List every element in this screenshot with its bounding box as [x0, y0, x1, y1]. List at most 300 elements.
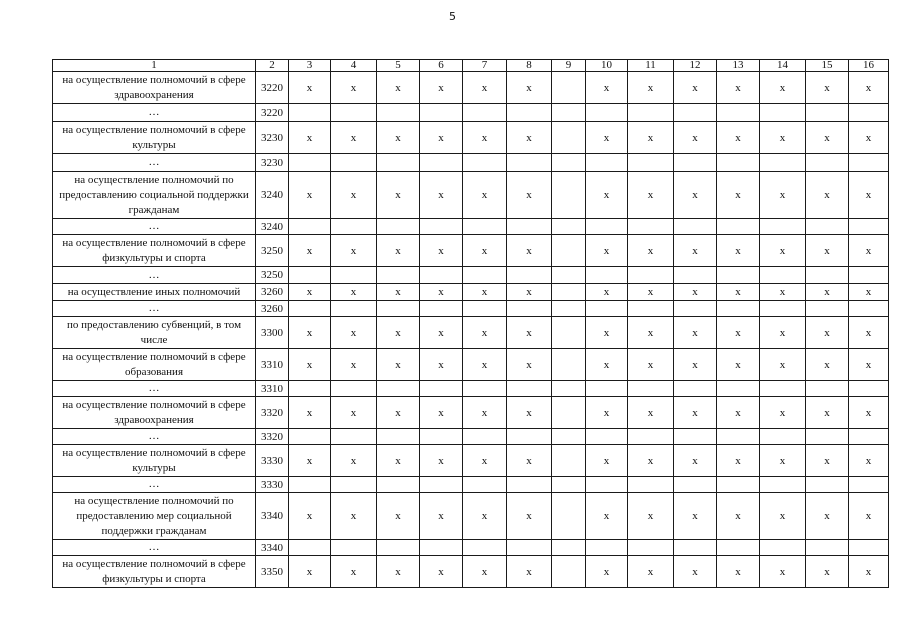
column-header: 2	[256, 60, 289, 72]
cell-mark: x	[289, 235, 331, 267]
cell-mark	[331, 219, 377, 235]
cell-mark: x	[806, 397, 849, 429]
row-label: …	[53, 381, 256, 397]
cell-mark: x	[420, 445, 463, 477]
cell-mark: x	[331, 556, 377, 588]
cell-mark	[717, 301, 760, 317]
column-header: 12	[674, 60, 717, 72]
cell-mark: x	[806, 317, 849, 349]
cell-mark	[507, 267, 552, 284]
row-code: 3250	[256, 235, 289, 267]
cell-mark	[507, 104, 552, 122]
cell-mark	[806, 219, 849, 235]
cell-mark: x	[717, 349, 760, 381]
cell-mark: x	[760, 397, 806, 429]
row-label: на осуществление полномочий по предоставлению мер социальной поддержки гражданам	[53, 493, 256, 540]
cell-mark	[628, 219, 674, 235]
cell-mark	[463, 477, 507, 493]
cell-mark	[507, 301, 552, 317]
cell-mark: x	[586, 493, 628, 540]
cell-mark	[463, 219, 507, 235]
cell-mark: x	[331, 235, 377, 267]
cell-mark: x	[806, 284, 849, 301]
cell-mark	[806, 381, 849, 397]
cell-mark: x	[463, 493, 507, 540]
cell-mark	[377, 104, 420, 122]
cell-mark: x	[717, 72, 760, 104]
row-code: 3300	[256, 317, 289, 349]
column-header: 4	[331, 60, 377, 72]
cell-mark	[507, 219, 552, 235]
row-label: …	[53, 267, 256, 284]
cell-mark	[806, 267, 849, 284]
cell-mark: x	[674, 556, 717, 588]
cell-mark: x	[377, 235, 420, 267]
cell-mark	[552, 219, 586, 235]
cell-mark: x	[806, 445, 849, 477]
cell-mark	[377, 154, 420, 172]
cell-mark: x	[806, 556, 849, 588]
cell-mark	[674, 477, 717, 493]
cell-mark	[760, 381, 806, 397]
cell-mark: x	[760, 556, 806, 588]
cell-mark: x	[674, 284, 717, 301]
cell-mark: x	[377, 556, 420, 588]
cell-mark	[552, 72, 586, 104]
cell-mark	[628, 301, 674, 317]
cell-mark: x	[420, 172, 463, 219]
cell-mark	[289, 104, 331, 122]
cell-mark	[628, 540, 674, 556]
cell-mark: x	[586, 556, 628, 588]
row-label: …	[53, 219, 256, 235]
cell-mark	[552, 122, 586, 154]
cell-mark: x	[586, 397, 628, 429]
cell-mark: x	[628, 122, 674, 154]
cell-mark: x	[289, 349, 331, 381]
cell-mark	[760, 154, 806, 172]
cell-mark	[377, 381, 420, 397]
row-code: 3340	[256, 540, 289, 556]
cell-mark: x	[628, 72, 674, 104]
row-label: на осуществление полномочий в сфере культуры	[53, 122, 256, 154]
cell-mark: x	[806, 493, 849, 540]
row-code: 3350	[256, 556, 289, 588]
cell-mark: x	[420, 397, 463, 429]
cell-mark: x	[507, 445, 552, 477]
cell-mark: x	[760, 284, 806, 301]
cell-mark: x	[586, 172, 628, 219]
cell-mark: x	[377, 284, 420, 301]
cell-mark: x	[760, 493, 806, 540]
cell-mark	[552, 317, 586, 349]
table-row	[53, 72, 889, 104]
row-label: на осуществление полномочий в сфере физкультуры и спорта	[53, 556, 256, 588]
cell-mark	[289, 301, 331, 317]
cell-mark: x	[806, 72, 849, 104]
column-header: 1	[53, 60, 256, 72]
cell-mark: x	[717, 445, 760, 477]
row-label: на осуществление иных полномочий	[53, 284, 256, 301]
cell-mark	[552, 284, 586, 301]
cell-mark	[331, 429, 377, 445]
cell-mark: x	[289, 317, 331, 349]
cell-mark	[674, 154, 717, 172]
column-header: 7	[463, 60, 507, 72]
cell-mark	[806, 477, 849, 493]
cell-mark	[420, 267, 463, 284]
cell-mark	[289, 219, 331, 235]
row-label: …	[53, 540, 256, 556]
cell-mark	[760, 477, 806, 493]
cell-mark: x	[463, 172, 507, 219]
cell-mark: x	[760, 72, 806, 104]
cell-mark	[507, 381, 552, 397]
row-label: на осуществление полномочий в сфере образования	[53, 349, 256, 381]
table-row	[53, 493, 889, 540]
column-header: 10	[586, 60, 628, 72]
cell-mark	[717, 540, 760, 556]
cell-mark	[586, 267, 628, 284]
cell-mark	[552, 556, 586, 588]
cell-mark	[586, 540, 628, 556]
cell-mark	[849, 104, 889, 122]
row-code: 3260	[256, 284, 289, 301]
cell-mark: x	[463, 445, 507, 477]
cell-mark	[507, 540, 552, 556]
cell-mark: x	[420, 72, 463, 104]
cell-mark	[552, 301, 586, 317]
cell-mark	[849, 154, 889, 172]
cell-mark: x	[760, 349, 806, 381]
cell-mark: x	[331, 284, 377, 301]
row-label: …	[53, 429, 256, 445]
cell-mark: x	[463, 317, 507, 349]
cell-mark: x	[717, 235, 760, 267]
cell-mark: x	[507, 72, 552, 104]
cell-mark: x	[289, 493, 331, 540]
cell-mark	[552, 477, 586, 493]
cell-mark	[463, 267, 507, 284]
cell-mark	[420, 477, 463, 493]
cell-mark: x	[507, 172, 552, 219]
cell-mark: x	[377, 493, 420, 540]
cell-mark	[806, 154, 849, 172]
cell-mark: x	[377, 172, 420, 219]
cell-mark	[717, 429, 760, 445]
cell-mark	[674, 219, 717, 235]
cell-mark	[586, 219, 628, 235]
cell-mark: x	[586, 72, 628, 104]
cell-mark	[760, 104, 806, 122]
cell-mark: x	[849, 493, 889, 540]
cell-mark	[760, 301, 806, 317]
cell-mark	[552, 104, 586, 122]
column-header: 13	[717, 60, 760, 72]
cell-mark: x	[377, 445, 420, 477]
column-header: 9	[552, 60, 586, 72]
report-table	[52, 59, 889, 588]
cell-mark	[377, 301, 420, 317]
row-label: на осуществление полномочий по предоставлению социальной поддержки гражданам	[53, 172, 256, 219]
column-header: 16	[849, 60, 889, 72]
cell-mark	[628, 477, 674, 493]
cell-mark: x	[507, 493, 552, 540]
column-header: 11	[628, 60, 674, 72]
cell-mark: x	[507, 317, 552, 349]
table-row	[53, 317, 889, 349]
cell-mark	[849, 540, 889, 556]
row-code: 3340	[256, 493, 289, 540]
cell-mark	[849, 301, 889, 317]
cell-mark	[420, 381, 463, 397]
cell-mark	[552, 381, 586, 397]
cell-mark: x	[463, 349, 507, 381]
cell-mark: x	[331, 72, 377, 104]
cell-mark	[289, 154, 331, 172]
cell-mark: x	[507, 235, 552, 267]
row-label: …	[53, 477, 256, 493]
cell-mark: x	[674, 349, 717, 381]
cell-mark	[289, 267, 331, 284]
cell-mark	[289, 540, 331, 556]
cell-mark: x	[849, 349, 889, 381]
row-label: по предоставлению субвенций, в том числе	[53, 317, 256, 349]
cell-mark: x	[628, 284, 674, 301]
cell-mark: x	[507, 284, 552, 301]
row-code: 3310	[256, 381, 289, 397]
cell-mark: x	[377, 72, 420, 104]
cell-mark	[420, 429, 463, 445]
table-row	[53, 429, 889, 445]
cell-mark: x	[674, 445, 717, 477]
row-code: 3240	[256, 172, 289, 219]
row-label: …	[53, 154, 256, 172]
cell-mark: x	[289, 284, 331, 301]
row-code: 3220	[256, 72, 289, 104]
cell-mark	[552, 397, 586, 429]
row-code: 3320	[256, 429, 289, 445]
cell-mark	[331, 154, 377, 172]
cell-mark: x	[377, 122, 420, 154]
cell-mark	[586, 104, 628, 122]
cell-mark	[463, 381, 507, 397]
cell-mark: x	[420, 235, 463, 267]
cell-mark	[420, 154, 463, 172]
cell-mark	[552, 267, 586, 284]
table-row	[53, 445, 889, 477]
table-row	[53, 122, 889, 154]
cell-mark	[760, 267, 806, 284]
table-row	[53, 104, 889, 122]
cell-mark: x	[674, 172, 717, 219]
row-code: 3330	[256, 477, 289, 493]
cell-mark: x	[760, 317, 806, 349]
cell-mark	[674, 381, 717, 397]
cell-mark	[849, 477, 889, 493]
cell-mark: x	[849, 556, 889, 588]
cell-mark	[628, 267, 674, 284]
cell-mark	[552, 172, 586, 219]
cell-mark: x	[849, 235, 889, 267]
table-row	[53, 235, 889, 267]
cell-mark	[717, 219, 760, 235]
cell-mark: x	[331, 349, 377, 381]
cell-mark: x	[674, 72, 717, 104]
cell-mark: x	[420, 349, 463, 381]
cell-mark	[717, 104, 760, 122]
cell-mark	[289, 477, 331, 493]
cell-mark: x	[586, 284, 628, 301]
cell-mark	[760, 429, 806, 445]
row-code: 3250	[256, 267, 289, 284]
cell-mark: x	[420, 122, 463, 154]
cell-mark	[552, 235, 586, 267]
cell-mark: x	[628, 235, 674, 267]
cell-mark	[331, 301, 377, 317]
cell-mark: x	[628, 172, 674, 219]
table-row	[53, 540, 889, 556]
header-row	[53, 60, 889, 72]
cell-mark: x	[586, 235, 628, 267]
row-code: 3230	[256, 154, 289, 172]
cell-mark	[674, 429, 717, 445]
cell-mark: x	[717, 122, 760, 154]
cell-mark: x	[377, 397, 420, 429]
row-code: 3310	[256, 349, 289, 381]
cell-mark: x	[717, 317, 760, 349]
cell-mark: x	[377, 349, 420, 381]
cell-mark: x	[507, 397, 552, 429]
cell-mark	[806, 429, 849, 445]
cell-mark	[420, 219, 463, 235]
cell-mark	[331, 104, 377, 122]
cell-mark: x	[289, 122, 331, 154]
cell-mark	[331, 477, 377, 493]
cell-mark: x	[463, 72, 507, 104]
row-code: 3220	[256, 104, 289, 122]
cell-mark	[760, 219, 806, 235]
cell-mark	[628, 429, 674, 445]
cell-mark	[552, 445, 586, 477]
cell-mark	[463, 540, 507, 556]
cell-mark	[377, 267, 420, 284]
cell-mark	[586, 154, 628, 172]
cell-mark: x	[760, 122, 806, 154]
cell-mark: x	[628, 445, 674, 477]
cell-mark: x	[331, 317, 377, 349]
cell-mark: x	[806, 349, 849, 381]
cell-mark: x	[674, 235, 717, 267]
cell-mark	[377, 219, 420, 235]
cell-mark	[849, 429, 889, 445]
cell-mark	[717, 154, 760, 172]
row-label: на осуществление полномочий в сфере культуры	[53, 445, 256, 477]
cell-mark	[849, 219, 889, 235]
table-row	[53, 154, 889, 172]
cell-mark	[331, 381, 377, 397]
cell-mark	[552, 154, 586, 172]
row-label: на осуществление полномочий в сфере физкультуры и спорта	[53, 235, 256, 267]
row-label: на осуществление полномочий в сфере здравоохранения	[53, 397, 256, 429]
cell-mark	[463, 104, 507, 122]
cell-mark	[507, 154, 552, 172]
cell-mark: x	[289, 445, 331, 477]
cell-mark	[586, 381, 628, 397]
cell-mark	[806, 301, 849, 317]
cell-mark: x	[463, 235, 507, 267]
cell-mark: x	[420, 317, 463, 349]
cell-mark: x	[377, 317, 420, 349]
cell-mark: x	[674, 397, 717, 429]
row-code: 3260	[256, 301, 289, 317]
cell-mark: x	[674, 493, 717, 540]
cell-mark	[628, 154, 674, 172]
row-label: …	[53, 104, 256, 122]
cell-mark: x	[586, 445, 628, 477]
cell-mark	[628, 381, 674, 397]
table-row	[53, 556, 889, 588]
cell-mark: x	[717, 493, 760, 540]
cell-mark: x	[674, 317, 717, 349]
table-row	[53, 397, 889, 429]
cell-mark: x	[760, 172, 806, 219]
cell-mark	[463, 429, 507, 445]
cell-mark: x	[717, 397, 760, 429]
cell-mark	[760, 540, 806, 556]
cell-mark: x	[289, 172, 331, 219]
cell-mark	[420, 104, 463, 122]
row-code: 3240	[256, 219, 289, 235]
cell-mark	[463, 154, 507, 172]
column-header: 5	[377, 60, 420, 72]
table-row	[53, 349, 889, 381]
cell-mark: x	[849, 72, 889, 104]
cell-mark	[420, 540, 463, 556]
cell-mark	[717, 267, 760, 284]
cell-mark: x	[331, 397, 377, 429]
cell-mark: x	[463, 284, 507, 301]
cell-mark: x	[331, 493, 377, 540]
cell-mark	[849, 267, 889, 284]
cell-mark	[717, 381, 760, 397]
column-header: 15	[806, 60, 849, 72]
cell-mark	[289, 381, 331, 397]
cell-mark: x	[289, 556, 331, 588]
cell-mark: x	[849, 122, 889, 154]
cell-mark: x	[507, 349, 552, 381]
cell-mark	[674, 540, 717, 556]
cell-mark	[289, 429, 331, 445]
table-row	[53, 172, 889, 219]
cell-mark: x	[806, 172, 849, 219]
cell-mark	[420, 301, 463, 317]
column-header: 6	[420, 60, 463, 72]
row-code: 3330	[256, 445, 289, 477]
cell-mark: x	[849, 172, 889, 219]
cell-mark	[586, 477, 628, 493]
cell-mark	[377, 477, 420, 493]
table-row	[53, 477, 889, 493]
cell-mark: x	[760, 235, 806, 267]
column-header: 8	[507, 60, 552, 72]
cell-mark	[674, 267, 717, 284]
cell-mark: x	[463, 556, 507, 588]
cell-mark	[674, 301, 717, 317]
cell-mark: x	[628, 349, 674, 381]
cell-mark: x	[760, 445, 806, 477]
table-row	[53, 219, 889, 235]
